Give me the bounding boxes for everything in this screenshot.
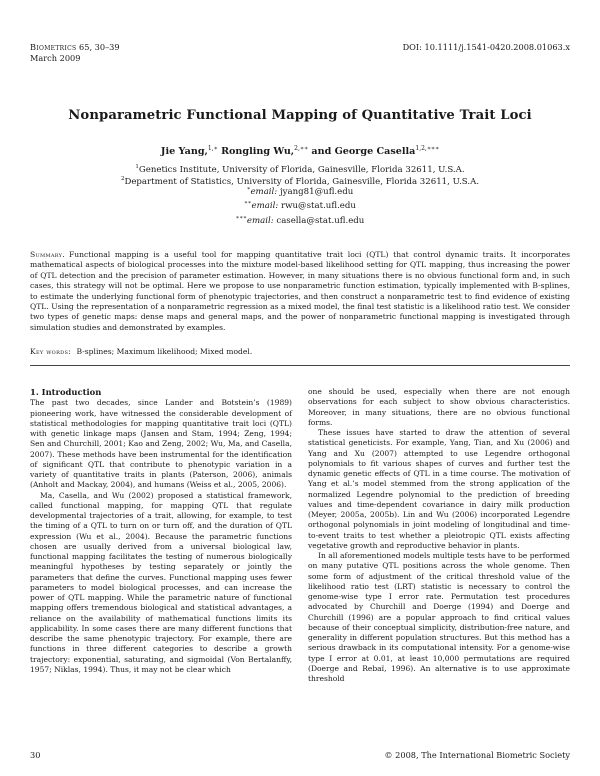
author-2: Rongling Wu, (221, 146, 295, 158)
author-3-marks: 1,2,∗∗∗ (415, 145, 440, 152)
paragraph: These issues have started to draw the attention of several statistical geneticists. For example, Yang, Tian, and Xu (2006) and Yang and Xu (2007) attempted to use Legendre orthogonal polynomials to fit various shapes of curves and further test the dynamic genetic effects of QTL in a time course. The motivation of Yang et al.’s model stemmed from the strong application of the normalized Legendre polynomial to the prediction of breeding values and time-dependent covariance in dairy milk production (Meyer, 2005a, 2005b). Lin and Wu (2006) incorporated Legendre orthogonal polynomials in joint modeling of longitudinal and time-to-event traits to test whether a pleiotropic QTL exists affecting vegetative growth and reproductive behavior in plants. (308, 428, 570, 550)
divider (30, 365, 570, 366)
author-1: Jie Yang, (160, 146, 208, 158)
email-2-label: email: (251, 200, 279, 211)
affiliation-1-text: Genetics Institute, University of Florida, Gainesville, Florida 32611, U.S.A. (138, 164, 465, 175)
keywords-text: B-splines; Maximum likelihood; Mixed model. (76, 347, 253, 356)
email-2-mark: ∗∗ (244, 200, 252, 206)
paper-title: Nonparametric Functional Mapping of Quantitative Trait Loci (68, 108, 532, 123)
paragraph: The past two decades, since Lander and Botstein’s (1989) pioneering work, have witnessed the considerable development of statistical methodologies for mapping quantitative trait loci (QTL) with genetic linkage maps (Jansen and Stam, 1994; Zeng, 1994; Sen and Churchill, 2001; Kao and Zeng, 2002; Wu, Ma, and Casella, 2007). These methods have been instrumental for the identification of significant QTL that contribute to phenotypic variation in a variety of quantitative traits in plants (Paterson, 2006), animals (Anholt and Mackay, 2004), and humans (Weiss et al., 2005, 2006). (30, 398, 292, 490)
paragraph: Ma, Casella, and Wu (2002) proposed a statistical framework, called functional mapping, for mapping QTL that regulate developmental trajectories of a trait, allowing, for example, to test the timing of a QTL to turn on or turn off, and the duration of QTL expression (Wu et al., 2004). Because the parametric functions chosen are usually derived from a universal biological law, functional mapping facilitates the testing of numerous biologically meaningful hypotheses by testing separately or jointly the parameters that define the curves. Functional mapping uses fewer parameters to model biological processes, and can increase the power of QTL mapping. While the parametric nature of functional mapping offers tremendous biological and statistical advantages, a reliance on the availability of mathematical functions limits its applicability. In some cases there are many different functions that describe the same phenotypic trajectory. For example, there are functions in three different categories to describe a growth trajectory: exponential, saturating, and sigmoidal (Von Bertalanffy, 1957; Niklas, 1994). Thus, it may not be clear which (30, 490, 292, 674)
right-column (308, 387, 570, 684)
author-list (30, 145, 570, 157)
volume-pages: 65, 30–39 (79, 42, 120, 52)
page-number: 30 (30, 750, 41, 760)
email-2 (30, 200, 570, 211)
journal-header (30, 42, 120, 64)
left-column (30, 387, 292, 675)
journal-name: Biometrics (30, 42, 77, 52)
abstract-text: Functional mapping is a useful tool for mapping quantitative trait loci (QTL) that control dynamic traits. It incorporates mathematical aspects of biological processes into the mixture model-based likelihood setting for QTL mapping, thus increasing the power of QTL detection and the precision of parameter estimation. However, in many situations there is no obvious functional form and, in such cases, this strategy will not be optimal. Here we propose to use nonparametric function estimation, typically implemented with B-splines, to estimate the underlying functional form of phenotypic trajectories, and then construct a nonparametric test to find evidence of existing QTL. Using the representation of a nonparametric regression as a mixed model, the final test statistic is a likelihood ratio test. We consider two types of genetic maps: dense maps and general maps, and the power of nonparametric functional mapping is investigated through simulation studies and demonstrated by examples. (30, 250, 570, 332)
email-1-address[interactable]: jyang81@ufl.edu (279, 186, 354, 197)
doi: DOI: 10.1111/j.1541-0420.2008.01063.x (402, 42, 570, 52)
author-1-marks: 1,∗ (207, 145, 218, 152)
section-heading: 1. Introduction (30, 387, 102, 397)
email-1-mark: ∗ (246, 186, 251, 192)
email-1 (30, 186, 570, 197)
email-2-address[interactable]: rwu@stat.ufl.edu (281, 200, 356, 211)
issue-date: March 2009 (30, 53, 81, 63)
paragraph: one should be used, especially when there are not enough observations for each subject to show obvious characteristics. Moreover, in many situations, there are no obvious functional forms. (308, 387, 570, 427)
keywords (30, 347, 570, 356)
email-3 (30, 215, 570, 226)
author-3: and George Casella (311, 146, 416, 158)
email-1-label: email: (250, 186, 278, 197)
email-3-mark: ∗∗∗ (235, 215, 247, 221)
affiliation-2-text: Department of Statistics, University of Florida, Gainesville, Florida 32611, U.S.A. (124, 176, 480, 187)
affiliation-2-mark: 2 (120, 176, 125, 182)
abstract-label: Summary. (30, 250, 65, 259)
email-3-label: email: (246, 215, 274, 226)
paragraph: In all aforementioned models multiple tests have to be performed on many putative QTL positions across the whole genome. Then some form of adjustment of the critical threshold value of the likelihood ratio test (LRT) statistic is necessary to control the genome-wise type I error rate. Permutation test procedures advocated by Churchill and Doerge (1994) and Doerge and Churchill (1996) are a popular approach to find critical values because of their conceptual simplicity, distribution-free nature, and generality in different population structures. But this method has a serious drawback in its computational intensity. For a genome-wise type I error at 0.01, at least 10,000 permutations are required (Doerge and Rebaï, 1996). An alternative is to use approximate threshold (308, 551, 570, 683)
author-2-marks: 2,∗∗ (294, 145, 309, 152)
affiliation-1-mark: 1 (135, 164, 139, 170)
keywords-label: Key words: (30, 347, 72, 356)
abstract (30, 250, 570, 333)
copyright: © 2008, The International Biometric Society (384, 750, 570, 760)
email-3-address[interactable]: casella@stat.ufl.edu (276, 215, 365, 226)
